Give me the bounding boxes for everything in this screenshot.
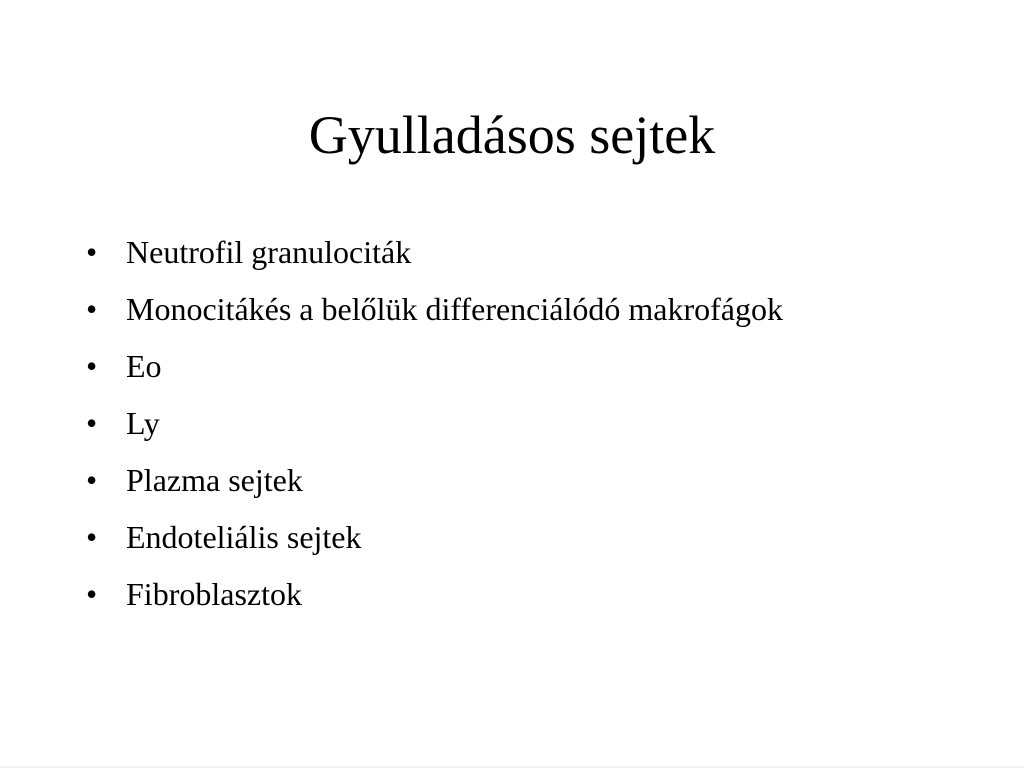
bullet-text: Fibroblasztok — [126, 576, 302, 612]
bullet-icon: • — [86, 462, 98, 498]
bullet-item-monocitak — [86, 287, 946, 332]
bullet-item-neutrofil — [86, 230, 946, 275]
slide-title: Gyulladásos sejtek — [308, 105, 716, 165]
bullet-item-plazma — [86, 458, 946, 503]
bullet-text: Monocitákés a belőlük differenciálódó makrofágok — [126, 291, 783, 327]
bullet-text: Plazma sejtek — [126, 462, 303, 498]
bullet-item-endotelialis — [86, 515, 946, 560]
bullet-item-eo — [86, 344, 946, 389]
bullet-icon: • — [86, 576, 98, 612]
bullet-icon: • — [86, 519, 98, 555]
bullet-icon: • — [86, 405, 98, 441]
bullet-icon: • — [86, 348, 98, 384]
bullet-text: Ly — [126, 405, 160, 441]
bullet-item-ly — [86, 401, 946, 446]
bullet-icon: • — [86, 291, 98, 327]
bullet-item-fibroblasztok — [86, 572, 946, 617]
bullet-text: Eo — [126, 348, 162, 384]
bullet-icon: • — [86, 234, 98, 270]
bullet-text: Endoteliális sejtek — [126, 519, 362, 555]
bullet-text: Neutrofil granulociták — [126, 234, 412, 270]
bullet-list — [86, 230, 946, 629]
